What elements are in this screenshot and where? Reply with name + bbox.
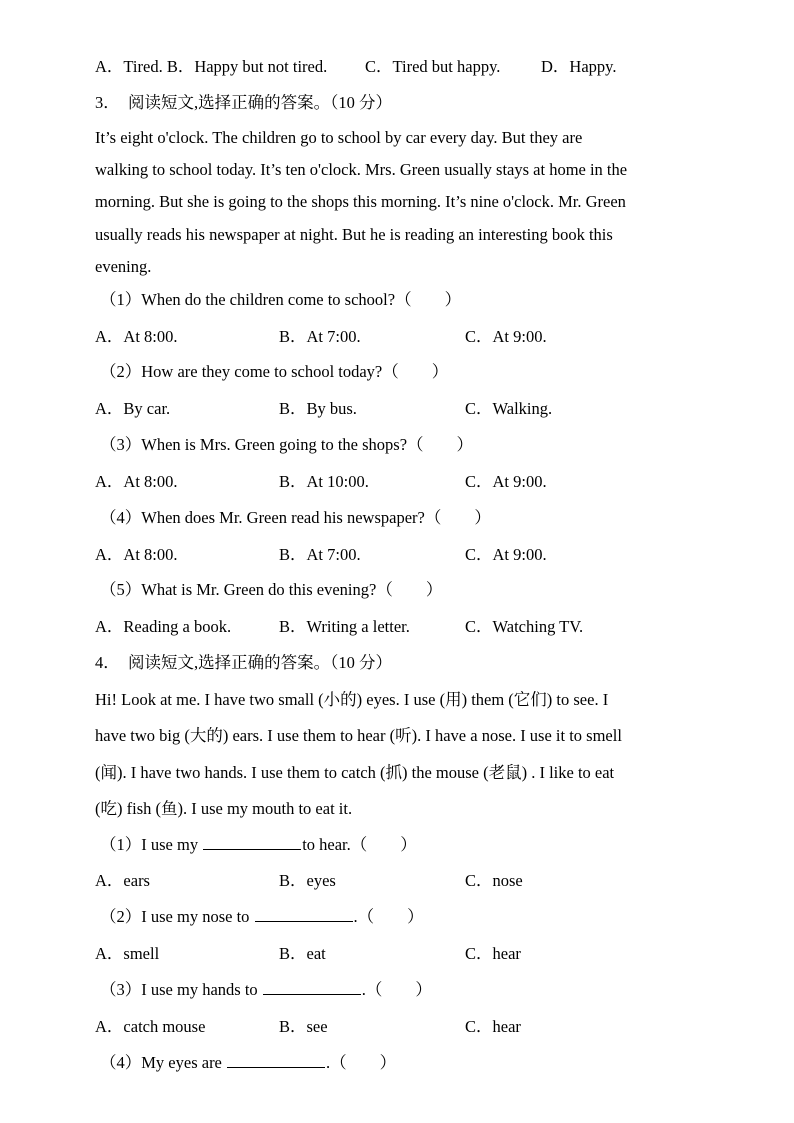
option-d: D．Happy.: [541, 57, 617, 76]
option-c: C．At 9:00.: [465, 545, 547, 564]
option-a: A．Reading a book.: [95, 617, 232, 636]
option-b: B．eat: [279, 944, 326, 963]
question-text: to hear.（ ）: [302, 835, 417, 854]
option-c: C．At 9:00.: [465, 327, 547, 346]
passage-line: (吃) fish (鱼). I use my mouth to eat it.: [95, 799, 353, 818]
question-text: （4）My eyes are: [100, 1053, 227, 1072]
option-a: A．catch mouse: [95, 1017, 206, 1036]
question-text: （2）I use my nose to: [100, 907, 254, 926]
option-b: B．Writing a letter.: [279, 617, 410, 636]
passage-line: (闻). I have two hands. I use them to catch (抓) the mouse (老鼠) . I like to eat: [95, 763, 615, 782]
option-b: B．At 7:00.: [279, 545, 361, 564]
question-3-4: （4）When does Mr. Green read his newspaper?（ ）: [100, 508, 491, 527]
question-text: .（ ）: [326, 1053, 397, 1072]
section-3-heading: 3． 阅读短文,选择正确的答案。（10 分）: [95, 93, 392, 112]
option-c: C．Tired but happy.: [365, 57, 501, 76]
passage-line: It’s eight o'clock. The children go to school by car every day. But they are: [95, 128, 583, 147]
option-b: B．see: [279, 1017, 328, 1036]
question-text: .（ ）: [361, 980, 432, 999]
question-text: （3）I use my hands to: [100, 980, 262, 999]
question-3-5: （5）What is Mr. Green do this evening?（ ）: [100, 580, 443, 599]
option-b: B．eyes: [279, 871, 336, 890]
question-3-1: （1）When do the children come to school?（ ）: [100, 290, 462, 309]
option-b: B．At 7:00.: [279, 327, 361, 346]
answer-blank[interactable]: [227, 1053, 325, 1068]
question-4-3: [100, 980, 432, 1000]
option-c: C．At 9:00.: [465, 472, 547, 491]
option-a: A．Tired. B．Happy but not tired.: [95, 57, 328, 76]
option-a: A．At 8:00.: [95, 327, 178, 346]
question-4-1: [100, 835, 417, 855]
section-4-heading: 4． 阅读短文,选择正确的答案。（10 分）: [95, 653, 392, 672]
question-4-4: [100, 1053, 396, 1073]
option-b: B．At 10:00.: [279, 472, 369, 491]
passage-line: usually reads his newspaper at night. But he is reading an interesting book this: [95, 225, 613, 244]
answer-blank[interactable]: [203, 835, 301, 850]
option-c: C．Walking.: [465, 399, 553, 418]
option-a: A．At 8:00.: [95, 472, 178, 491]
option-a: A．At 8:00.: [95, 545, 178, 564]
passage-line: walking to school today. It’s ten o'clock. Mrs. Green usually stays at home in the: [95, 160, 628, 179]
passage-line: have two big (大的) ears. I use them to hear (听). I have a nose. I use it to smell: [95, 726, 622, 745]
option-c: C．Watching TV.: [465, 617, 584, 636]
question-text: .（ ）: [353, 907, 424, 926]
option-a: A．ears: [95, 871, 150, 890]
question-4-2: [100, 907, 424, 927]
option-c: C．hear: [465, 1017, 521, 1036]
option-c: C．nose: [465, 871, 523, 890]
option-a: A．smell: [95, 944, 160, 963]
question-3-2: （2）How are they come to school today?（ ）: [100, 362, 449, 381]
passage-line: evening.: [95, 257, 152, 276]
passage-line: morning. But she is going to the shops this morning. It’s nine o'clock. Mr. Green: [95, 192, 626, 211]
answer-blank[interactable]: [255, 907, 353, 922]
option-a: A．By car.: [95, 399, 171, 418]
passage-line: Hi! Look at me. I have two small (小的) eyes. I use (用) them (它们) to see. I: [95, 690, 609, 709]
question-3-3: （3）When is Mrs. Green going to the shops?（ ）: [100, 435, 474, 454]
question-text: （1）I use my: [100, 835, 203, 854]
answer-blank[interactable]: [263, 980, 361, 995]
option-c: C．hear: [465, 944, 521, 963]
option-b: B．By bus.: [279, 399, 357, 418]
